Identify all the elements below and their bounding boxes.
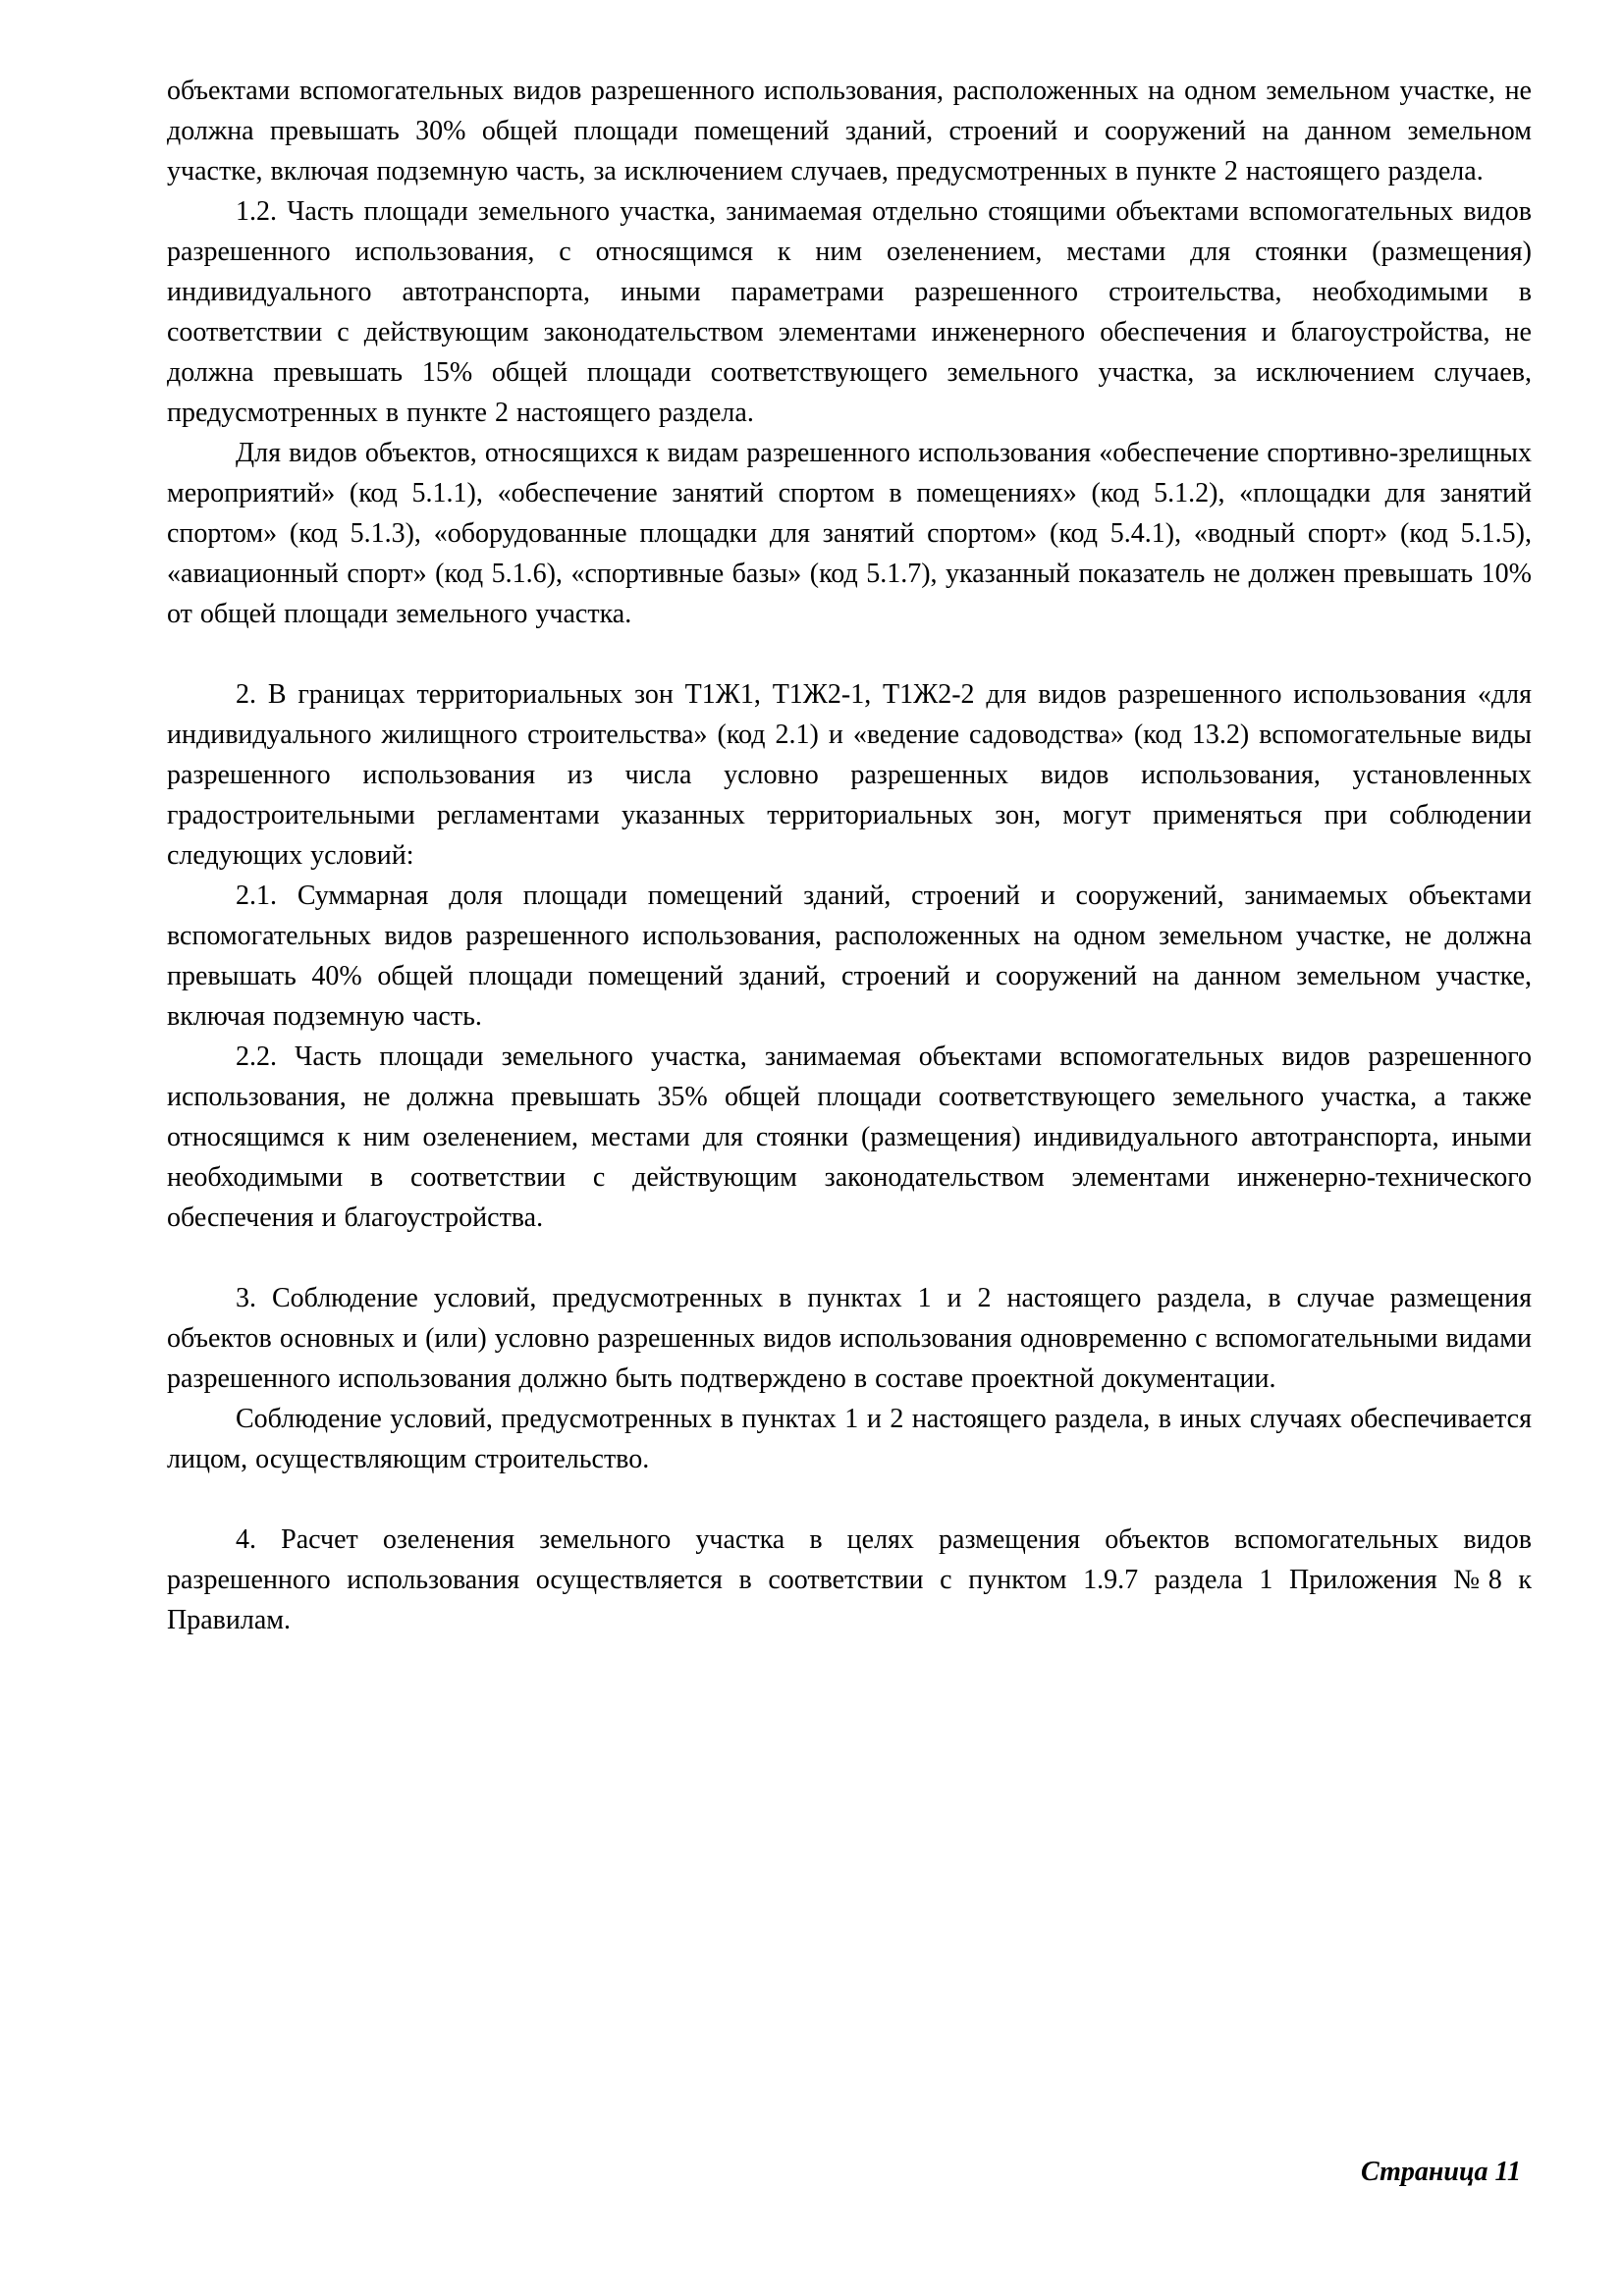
paragraph-1-2: 1.2. Часть площади земельного участка, занимаемая отдельно стоящими объектами вспомогательных видов разрешенного использования, с относящимся к ним озеленением, местами для стоянки (размещения) индивидуального автотранспорта, иными параметрами разрешенного строительства, необходимыми в соответствии с действующим законодательством элементами инженерного обеспечения и благоустройства, не должна превышать 15% общей площади соответствующего земельного участка, за исключением случаев, предусмотренных в пункте 2 настоящего раздела.	[167, 196, 1532, 428]
document-body	[167, 71, 1532, 1640]
paragraph-sport-codes: Для видов объектов, относящихся к видам разрешенного использования «обеспечение спортивно-зрелищных мероприятий» (код 5.1.1), «обеспечение занятий спортом в помещениях» (код 5.1.2), «площадки для занятий спортом» (код 5.1.3), «оборудованные площадки для занятий спортом» (код 5.4.1), «водный спорт» (код 5.1.5), «авиационный спорт» (код 5.1.6), «спортивные базы» (код 5.1.7), указанный показатель не должен превышать 10% от общей площади земельного участка.	[167, 438, 1532, 629]
paragraph-continuation: объектами вспомогательных видов разрешенного использования, расположенных на одном земельном участке, не должна превышать 30% общей площади помещений зданий, строений и сооружений на данном земельном участке, включая подземную часть, за исключением случаев, предусмотренных в пункте 2 настоящего раздела.	[167, 76, 1532, 187]
paragraph-2-1: 2.1. Суммарная доля площади помещений зданий, строений и сооружений, занимаемых объектами вспомогательных видов разрешенного использования, расположенных на одном земельном участке, не должна превышать 40% общей площади помещений зданий, строений и сооружений на данном земельном участке, включая подземную часть.	[167, 881, 1532, 1032]
paragraph-3-continued: Соблюдение условий, предусмотренных в пунктах 1 и 2 настоящего раздела, в иных случаях обеспечивается лицом, осуществляющим строительство.	[167, 1404, 1532, 1474]
paragraph-3: 3. Соблюдение условий, предусмотренных в пунктах 1 и 2 настоящего раздела, в случае размещения объектов основных и (или) условно разрешенных видов использования одновременно с вспомогательными видами разрешенного использования должно быть подтверждено в составе проектной документации.	[167, 1283, 1532, 1394]
page-number: Страница 11	[1361, 2157, 1521, 2187]
paragraph-2-2: 2.2. Часть площади земельного участка, занимаемая объектами вспомогательных видов разрешенного использования, не должна превышать 35% общей площади соответствующего земельного участка, а также относящимся к ним озеленением, местами для стоянки (размещения) индивидуального автотранспорта, иными необходимыми в соответствии с действующим законодательством элементами инженерно-технического обеспечения и благоустройства.	[167, 1041, 1532, 1233]
paragraph-4: 4. Расчет озеленения земельного участка в целях размещения объектов вспомогательных видов разрешенного использования осуществляется в соответствии с пунктом 1.9.7 раздела 1 Приложения №8 к Правилам.	[167, 1524, 1532, 1635]
paragraph-2: 2. В границах территориальных зон Т1Ж1, Т1Ж2-1, Т1Ж2-2 для видов разрешенного использования «для индивидуального жилищного строительства» (код 2.1) и «ведение садоводства» (код 13.2) вспомогательные виды разрешенного использования из числа условно разрешенных видов использования, установленных градостроительными регламентами указанных территориальных зон, могут применяться при соблюдении следующих условий:	[167, 679, 1532, 871]
